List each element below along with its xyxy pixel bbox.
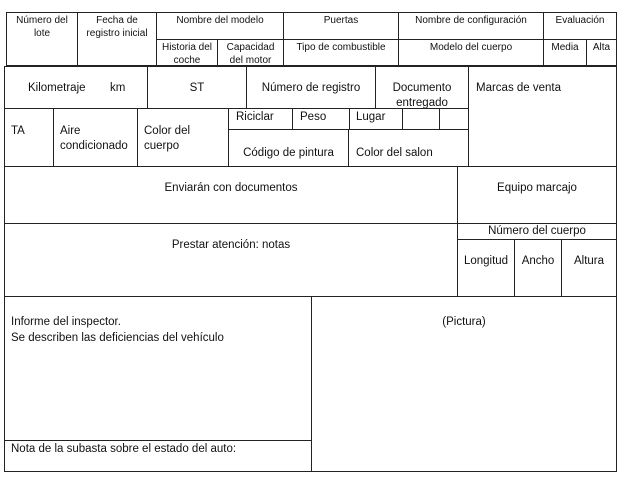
label-body-number: Número del cuerpo <box>488 225 586 237</box>
label-car-history: Historia del coche <box>161 42 213 66</box>
label-high: Alta <box>592 42 611 53</box>
label-inspector-report: Informe del inspector. <box>11 316 121 328</box>
label-ta: TA <box>11 125 25 137</box>
cell-place-value-1 <box>402 108 440 130</box>
label-recycle: Riciclar <box>236 111 274 123</box>
label-doors: Puertas <box>323 15 359 26</box>
label-auction-note: Nota de la subasta sobre el estado del auto: <box>11 443 237 455</box>
label-engine-capacity: Capacidad del motor <box>226 42 275 66</box>
label-weight: Peso <box>300 111 327 123</box>
label-lot-number: Número del lote <box>16 15 68 39</box>
label-length: Longitud <box>463 255 509 267</box>
label-sent-with-documents: Enviarán con documentos <box>164 182 298 194</box>
label-first-registration: Fecha de registro inicial <box>86 15 148 39</box>
label-mileage: Kilometraje <box>28 82 86 94</box>
label-body-model: Modelo del cuerpo <box>429 42 513 53</box>
label-air-conditioning: Aire condicionado <box>60 125 128 152</box>
label-sale-marks: Marcas de venta <box>476 82 562 94</box>
label-average: Media <box>551 42 579 53</box>
label-registration-number: Número de registro <box>261 82 361 94</box>
label-height: Altura <box>573 255 605 267</box>
label-fuel-type: Tipo de combustible <box>296 42 386 53</box>
label-width: Ancho <box>521 255 555 267</box>
label-st: ST <box>189 82 205 94</box>
cell-place-value-2 <box>439 108 469 130</box>
cell-attention-notes <box>4 223 458 297</box>
label-body-color: Color del cuerpo <box>144 125 191 152</box>
label-salon-color: Color del salon <box>356 147 433 159</box>
label-deficiencies: Se describen las deficiencias del vehículo <box>11 332 224 344</box>
label-attention-notes: Prestar atención: notas <box>171 239 291 251</box>
label-place: Lugar <box>356 111 386 123</box>
label-paint-code: Código de pintura <box>243 147 334 159</box>
label-configuration: Nombre de configuración <box>415 15 527 26</box>
label-picture: (Pictura) <box>442 316 486 328</box>
label-rating: Evaluación <box>555 15 605 26</box>
label-marking-equipment: Equipo marcajo <box>497 182 577 194</box>
label-document-delivered: Documento entregado <box>392 82 452 109</box>
label-km: km <box>110 82 126 94</box>
label-model-name: Nombre del modelo <box>176 15 264 26</box>
